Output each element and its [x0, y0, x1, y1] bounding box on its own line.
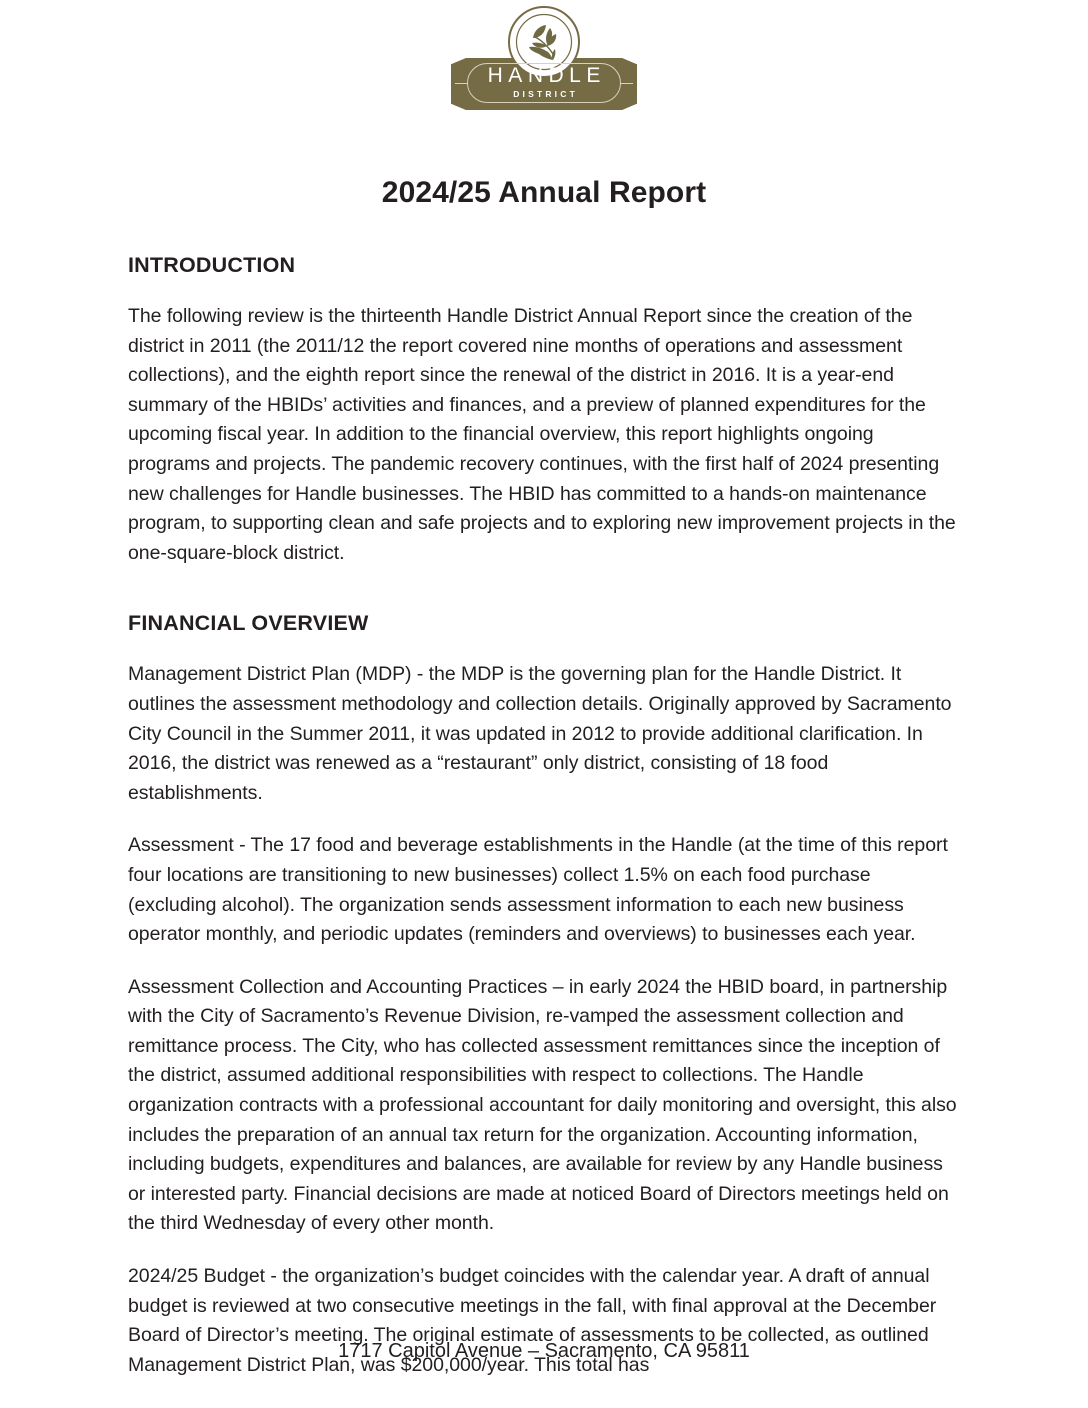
logo-wordmark: HANDLE	[487, 64, 606, 87]
logo-subword: DISTRICT	[513, 89, 578, 99]
paragraph-budget: 2024/25 Budget - the organization’s budget coincides with the calendar year. A draft of annual budget is reviewed at two consecutive meetings in the fall, with final approval at the December Board of Director’s meeting. The original estimate of assessments to be collected, as outlined Management District Plan, was $200,000/year. This total has	[128, 1265, 937, 1376]
page-footer-address: 1717 Capitol Avenue – Sacramento, CA 95811	[338, 1340, 750, 1362]
document-body	[0, 210, 1088, 1380]
paragraph-assessment-collection-accounting: Assessment Collection and Accounting Practices – in early 2024 the HBID board, in partnership with the City of Sacramento’s Revenue Division, re-vamped the assessment collection and remittance process. The City, who has collected assessment remittances since the inception of the district, assumed additional responsibilities with respect to collections. The Handle organization contracts with a professional accountant for daily monitoring and oversight, this also includes the preparation of an annual tax return for the organization. Accounting information, including budgets, expenditures and balances, are available for review by any Handle business or interested party. Financial decisions are made at noticed Board of Directors meetings held on the third Wednesday of every other month.	[128, 975, 957, 1235]
section-heading-introduction: INTRODUCTION	[128, 253, 296, 277]
handle-district-logo	[451, 6, 637, 118]
paragraph-assessment: Assessment - The 17 food and beverage establishments in the Handle (at the time of this report four locations are transitioning to new businesses) collect 1.5% on each food purchase (excluding alcohol). The organization sends assessment information to each new business operator monthly, and periodic updates (reminders and overviews) to businesses each year.	[128, 834, 948, 946]
paragraph-introduction-1: The following review is the thirteenth Handle District Annual Report since the creation of the district in 2011 (the 2011/12 the report covered nine months of operations and assessment collections), and the eighth report since the renewal of the district in 2016. It is a year-end summary of the HBIDs’ activities and finances, and a preview of planned expenditures for the upcoming fiscal year. In addition to the financial overview, this report highlights ongoing programs and projects. The pandemic recovery continues, with the first half of 2024 presenting new challenges for Handle businesses. The HBID has committed to a hands-on maintenance program, to supporting clean and safe projects and to exploring new improvement projects in the one-square-block district.	[128, 305, 956, 564]
section-heading-financial-overview: FINANCIAL OVERVIEW	[128, 611, 369, 636]
logo-block	[0, 0, 1088, 118]
page-title: 2024/25 Annual Report	[381, 176, 707, 209]
paragraph-management-district-plan: Management District Plan (MDP) - the MDP is the governing plan for the Handle District. It outlines the assessment methodology and collection details. Originally approved by Sacramento City Council in the Summer 2011, it was updated in 2012 to provide additional clarification. In 2016, the district was renewed as a “restaurant” only district, consisting of 18 food establishments.	[128, 663, 952, 804]
